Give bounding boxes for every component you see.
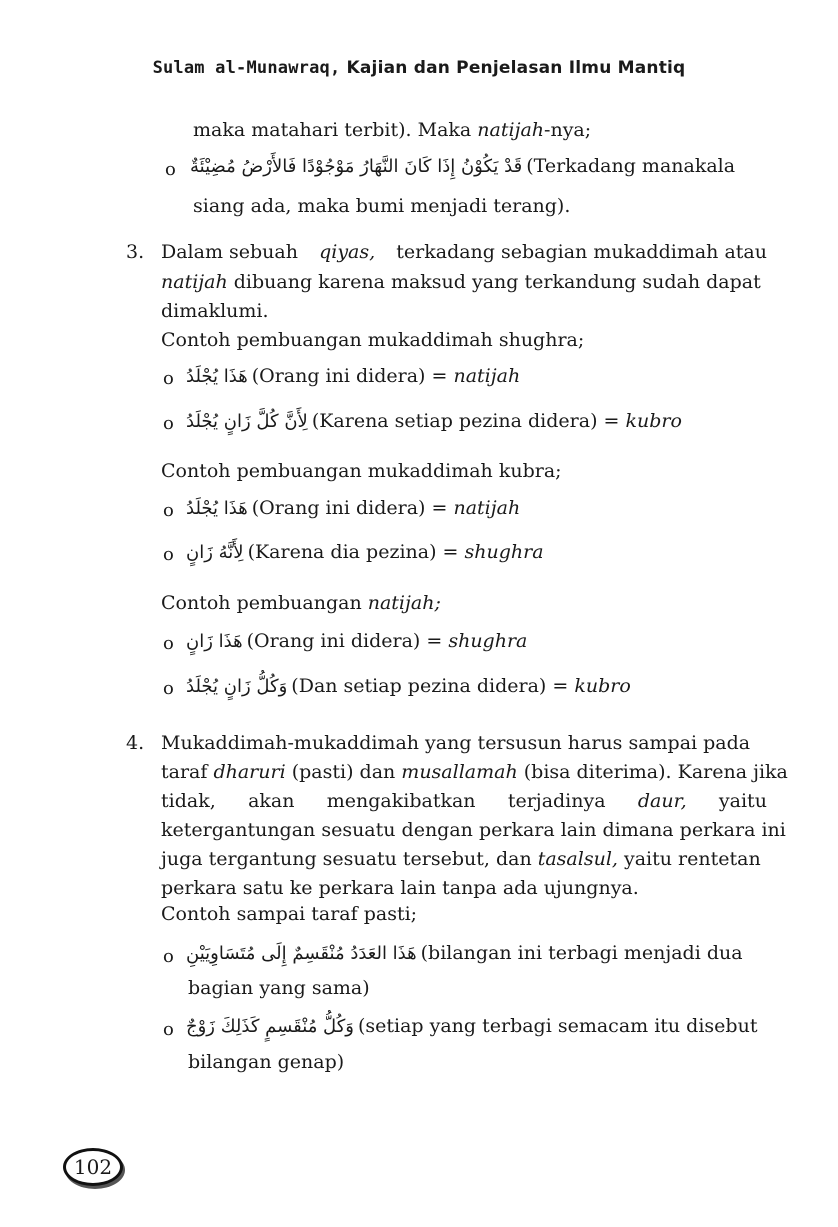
bullet-symbol: o: [163, 544, 174, 565]
example-line: هَذَا يُجْلَدُ (Orang ini didera) = natijah: [186, 365, 521, 387]
paragraph-line: perkara satu ke perkara lain tanpa ada ujungnya.: [161, 877, 639, 899]
subheading: Contoh sampai taraf pasti;: [161, 903, 418, 925]
arabic-text: هَذَا زَانٍ: [186, 631, 243, 652]
example-line: هَذَا زَانٍ (Orang ini didera) = shughra: [186, 630, 528, 652]
subheading: Contoh pembuangan mukaddimah shughra;: [161, 329, 585, 351]
arabic-text: لِأَنَّ كُلَّ زَانٍ يُجْلَدُ: [186, 411, 308, 432]
bullet-symbol: o: [163, 1019, 174, 1040]
bullet-symbol: o: [163, 500, 174, 521]
arabic-text: هَذَا يُجْلَدُ: [186, 498, 248, 519]
bullet-symbol: o: [163, 413, 174, 434]
paragraph-line: ketergantungan sesuatu dengan perkara lain dimana perkara ini: [161, 819, 786, 841]
example-line: لِأَنَّ كُلَّ زَانٍ يُجْلَدُ (Karena setiap pezina didera) = kubro: [186, 410, 682, 432]
intro-line: maka matahari terbit). Maka natijah-nya;: [193, 119, 592, 141]
example-line: وَكُلُّ زَانٍ يُجْلَدُ (Dan setiap pezina didera) = kubro: [186, 675, 631, 697]
arabic-text: هَذَا العَدَدُ مُنْقَسِمٌ إِلَى مُتَسَاوِيَيْنِ: [186, 943, 417, 964]
bullet-symbol: o: [163, 633, 174, 654]
subheading: Contoh pembuangan mukaddimah kubra;: [161, 460, 562, 482]
paragraph-line: Dalam sebuah qiyas, terkadang sebagian mukaddimah atau: [161, 241, 767, 263]
paragraph-line: juga tergantung sesuatu tersebut, dan tasalsul, yaitu rentetan: [161, 848, 761, 870]
arabic-text: لِأَنَّهُ زَانٍ: [186, 542, 244, 563]
paragraph-line: natijah dibuang karena maksud yang terkandung sudah dapat: [161, 271, 761, 293]
subheading: Contoh pembuangan natijah;: [161, 592, 441, 614]
intro-example-cont: siang ada, maka bumi menjadi terang).: [193, 195, 571, 217]
item-number: 4.: [126, 732, 145, 754]
example-line: وَكُلُّ مُنْقَسِمٍ كَذَلِكَ زَوْجٌ (setiap yang terbagi semacam itu disebut: [186, 1015, 758, 1037]
arabic-text: وَكُلُّ مُنْقَسِمٍ كَذَلِكَ زَوْجٌ: [186, 1016, 354, 1037]
header-book-title: Sulam al-Munawraq,: [152, 58, 341, 78]
example-line: هَذَا يُجْلَدُ (Orang ini didera) = natijah: [186, 497, 521, 519]
example-line-cont: bagian yang sama): [188, 977, 370, 999]
paragraph-line: tidak, akan mengakibatkan terjadinya daur, yaitu: [161, 790, 767, 812]
paragraph-line: dimaklumi.: [161, 300, 269, 322]
bullet-symbol: o: [163, 946, 174, 967]
header-subtitle: Kajian dan Penjelasan Ilmu Mantiq: [346, 58, 686, 78]
example-line: هَذَا العَدَدُ مُنْقَسِمٌ إِلَى مُتَسَاوِيَيْنِ (bilangan ini terbagi menjadi dua: [186, 942, 743, 964]
bullet-symbol: o: [163, 368, 174, 389]
intro-example: قَدْ يَكُوْنُ إِذَا كَانَ النَّهَارُ مَوْجُوْدًا فَالأَرْضُ مُضِيْئَةٌ (Terkadang manakala: [190, 155, 736, 177]
page-number: 102: [63, 1148, 123, 1186]
paragraph-line: taraf dharuri (pasti) dan musallamah (bisa diterima). Karena jika: [161, 761, 788, 783]
running-header: [0, 58, 838, 78]
paragraph-line: Mukaddimah-mukaddimah yang tersusun harus sampai pada: [161, 732, 751, 754]
example-line-cont: bilangan genap): [188, 1051, 345, 1073]
arabic-text: وَكُلُّ زَانٍ يُجْلَدُ: [186, 676, 288, 697]
item-number: 3.: [126, 241, 145, 263]
bullet-symbol: o: [163, 678, 174, 699]
example-line: لِأَنَّهُ زَانٍ (Karena dia pezina) = shughra: [186, 541, 544, 563]
arabic-text: قَدْ يَكُوْنُ إِذَا كَانَ النَّهَارُ مَوْجُوْدًا فَالأَرْضُ مُضِيْئَةٌ: [190, 156, 523, 177]
bullet-symbol: o: [165, 159, 176, 180]
arabic-text: هَذَا يُجْلَدُ: [186, 366, 248, 387]
